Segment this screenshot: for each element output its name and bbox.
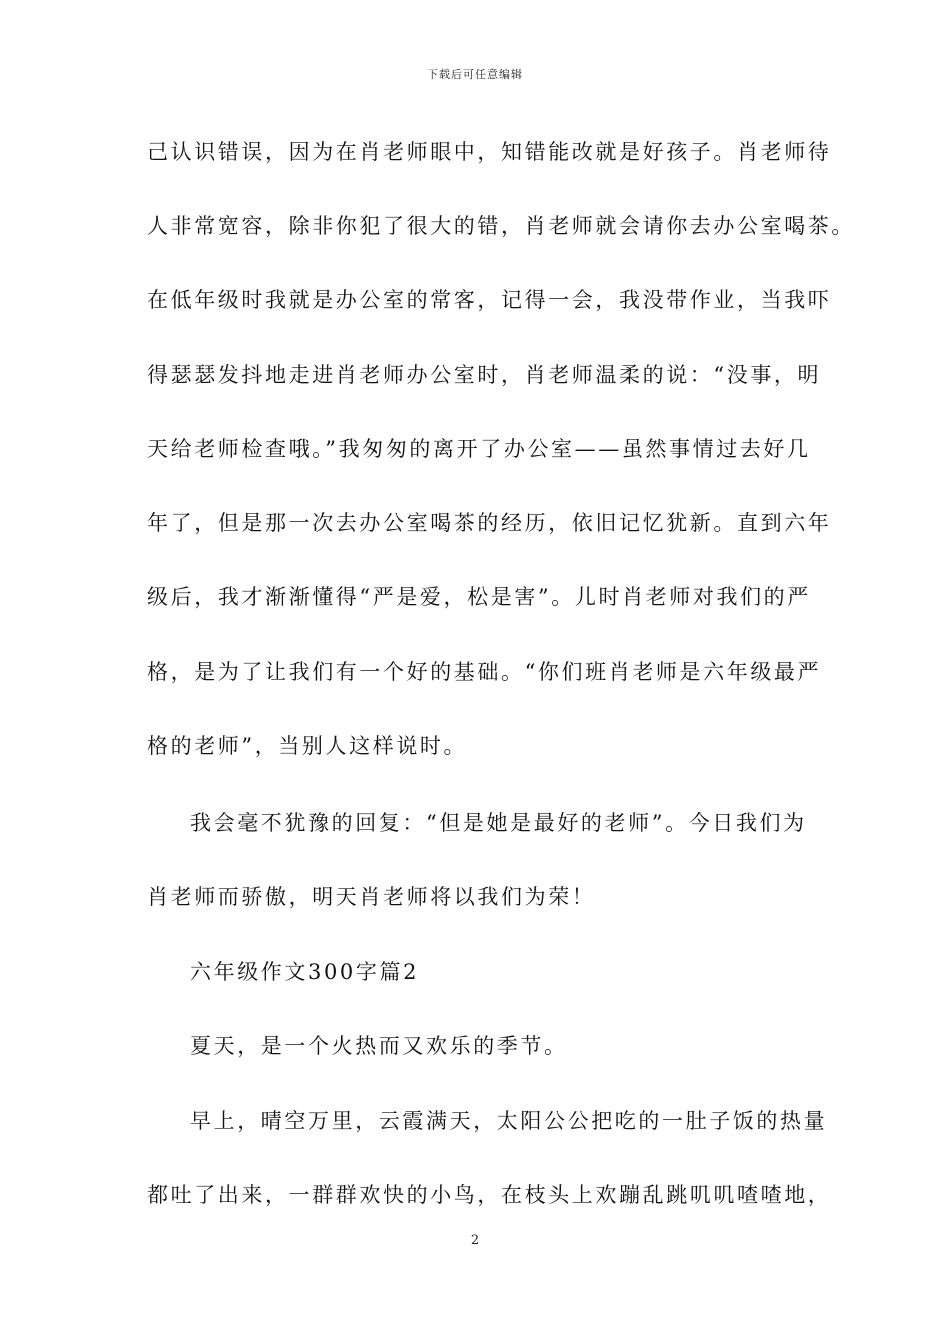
body-line-15: 都吐了出来，一群群欢快的小鸟，在枝头上欢蹦乱跳叽叽喳喳地， xyxy=(147,1183,832,1207)
body-line-5: 天给老师检查哦。”我匆匆的离开了办公室——虽然事情过去好几 xyxy=(147,437,811,461)
body-line-1: 己认识错误，因为在肖老师眼中，知错能改就是好孩子。肖老师待 xyxy=(147,140,832,164)
body-line-13: 夏天，是一个火热而又欢乐的季节。 xyxy=(190,1034,568,1058)
body-line-11: 肖老师而骄傲，明天肖老师将以我们为荣！ xyxy=(147,885,596,909)
page-number: 2 xyxy=(470,1233,480,1248)
body-line-7: 级后，我才渐渐懂得“严是爱，松是害”。儿时肖老师对我们的严 xyxy=(147,585,811,609)
body-line-8: 格，是为了让我们有一个好的基础。“你们班肖老师是六年级最严 xyxy=(147,660,822,684)
body-line-9: 格的老师”，当别人这样说时。 xyxy=(147,734,468,758)
body-line-6: 年了，但是那一次去办公室喝茶的经历，依旧记忆犹新。直到六年 xyxy=(147,511,832,535)
page-header: 下载后可任意编辑 xyxy=(427,68,523,81)
body-line-2: 人非常宽容，除非你犯了很大的错，肖老师就会请你去办公室喝茶。 xyxy=(147,214,855,238)
section-heading: 六年级作文300字篇2 xyxy=(190,960,420,984)
body-line-14: 早上，晴空万里，云霞满天，太阳公公把吃的一肚子饭的热量 xyxy=(190,1109,828,1133)
body-line-3: 在低年级时我就是办公室的常客，记得一会，我没带作业，当我吓 xyxy=(147,288,832,312)
body-line-10: 我会毫不犹豫的回复：“但是她是最好的老师”。今日我们为 xyxy=(190,811,807,835)
body-line-4: 得瑟瑟发抖地走进肖老师办公室时，肖老师温柔的说：“没事，明 xyxy=(147,363,822,387)
